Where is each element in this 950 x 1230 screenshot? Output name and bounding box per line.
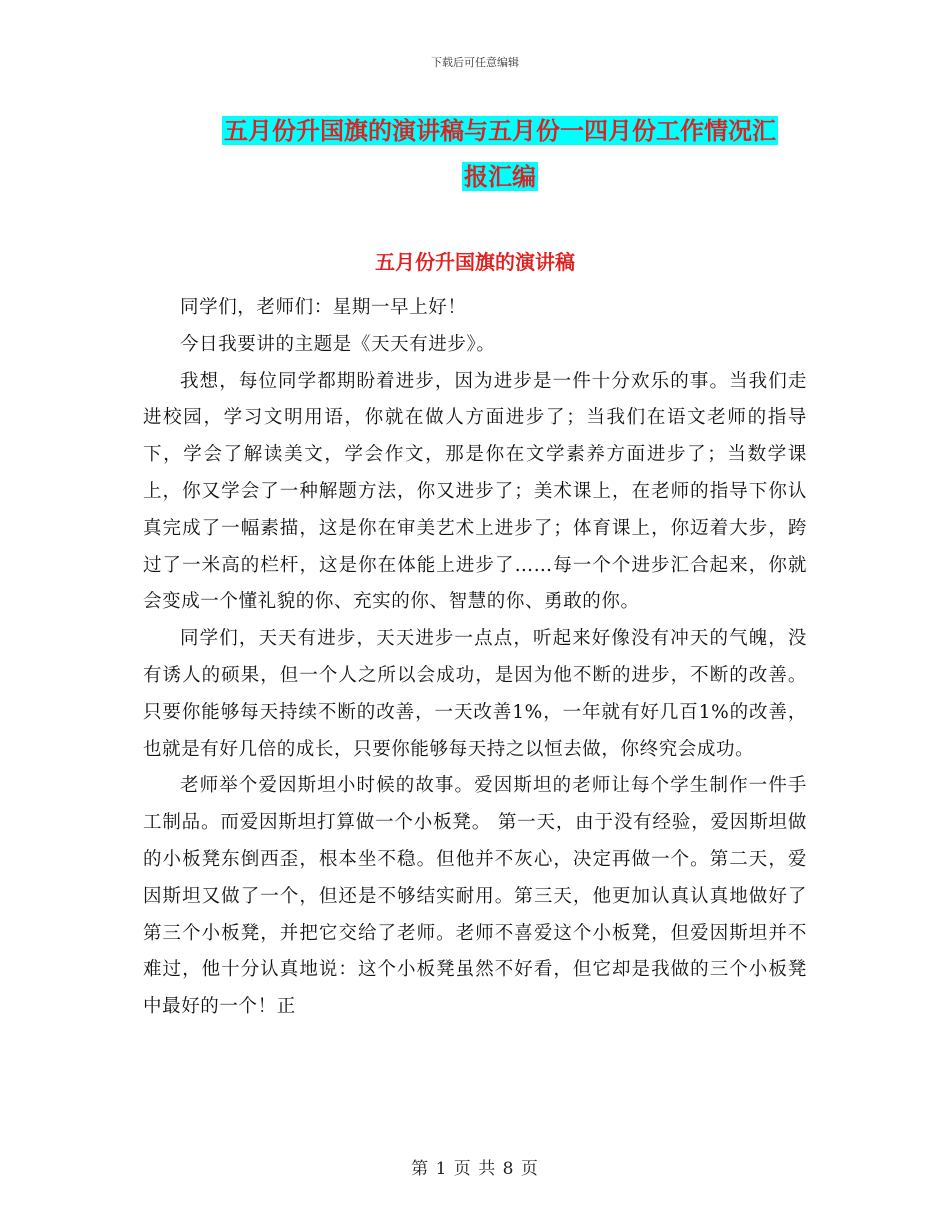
section-title: 五月份升国旗的演讲稿 (375, 250, 575, 274)
paragraph-topic: 今日我要讲的主题是《天天有进步》。 (180, 333, 496, 355)
document-title-line-2: 报汇编 (464, 162, 536, 191)
paragraph-progress-examples: 我想，每位同学都期盼着进步，因为进步是一件十分欢乐的事。当我们走进校园，学习文明用语，你就在做人方面进步了；当我们在语文老师的指导下，学会了解读美文，学会作文，那是你在文学素养方面进步了；当数学课上，你又学会了一种解题方法，你又进步了；美术课上，在老师的指导下你认真完成了一幅素描，这是你在审美艺术上进步了；体育课上，你迈着大步，跨过了一米高的栏杆，这是你在体能上进步了……每一个个进步汇合起来，你就会变成一个懂礼貌的你、充实的你、智慧的你、勇敢的你。 (143, 370, 807, 613)
page-header: 下载后可任意编辑 (431, 56, 519, 69)
document-body (143, 290, 807, 1026)
document-title (190, 108, 810, 200)
paragraph-einstein-story: 老师举个爱因斯坦小时候的故事。爱因斯坦的老师让每个学生制作一件手工制品。而爱因斯坦打算做一个小板凳。 第一天，由于没有经验，爱因斯坦做的小板凳东倒西歪，根本坐不稳。但他并不灰心，决定再做一个。第二天，爱因斯坦又做了一个，但还是不够结实耐用。第三天，他更加认真认真地做好了第三个小板凳，并把它交给了老师。老师不喜爱这个小板凳，但爱因斯坦并不难过，他十分认真地说：这个小板凳虽然不好看，但它却是我做的三个小板凳中最好的一个！正 (143, 775, 807, 1018)
page-footer: 第 1 页 共 8 页 (411, 1159, 539, 1179)
document-title-line-1: 五月份升国旗的演讲稿与五月份一四月份工作情况汇 (224, 116, 776, 145)
paragraph-daily-improvement: 同学们，天天有进步，天天进步一点点，听起来好像没有冲天的气魄，没有诱人的硕果，但一个人之所以会成功，是因为他不断的进步，不断的改善。只要你能够每天持续不断的改善，一天改善1%，一年就有好几百1%的改善，也就是有好几倍的成长，只要你能够每天持之以恒去做，你终究会成功。 (143, 628, 807, 760)
paragraph-greeting: 同学们，老师们：星期一早上好！ (180, 297, 467, 318)
